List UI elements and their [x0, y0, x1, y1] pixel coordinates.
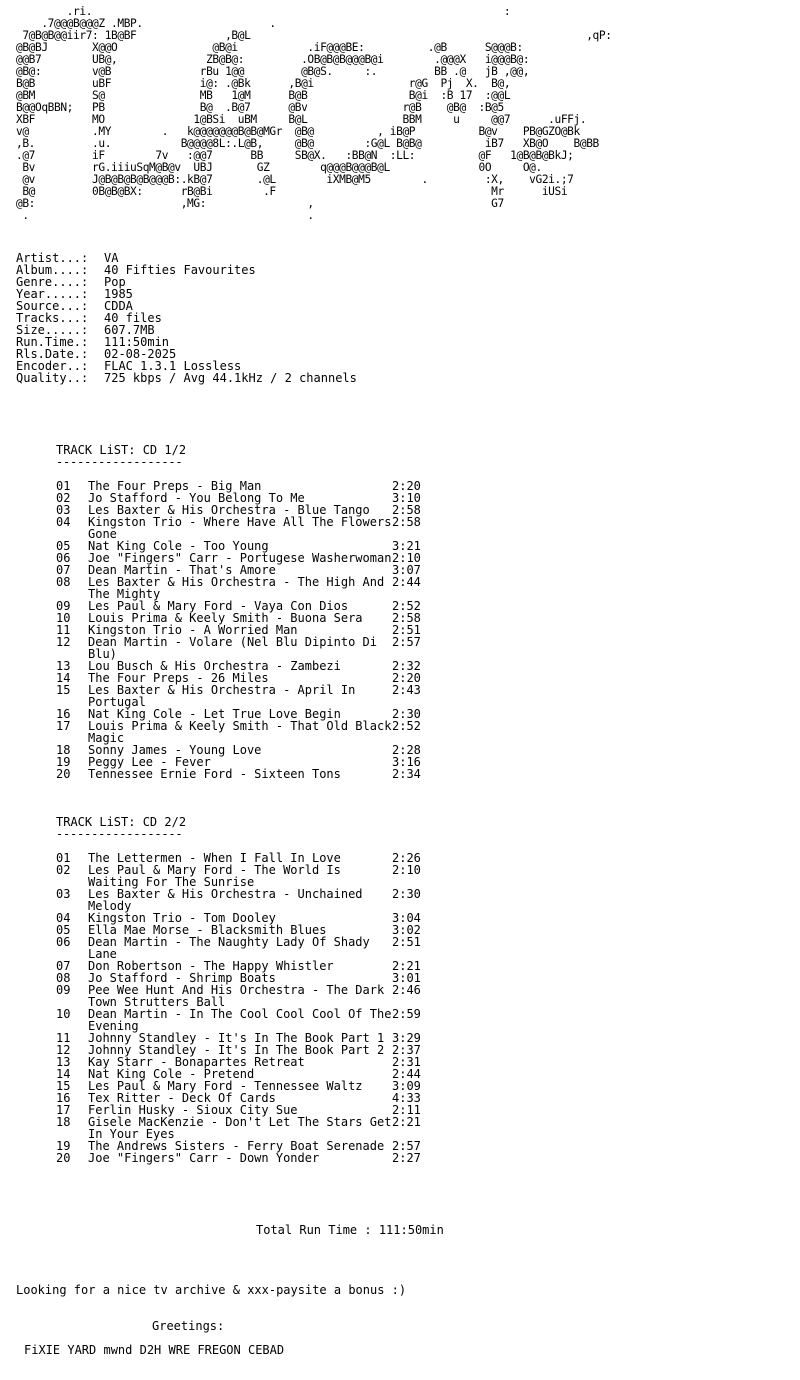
info-label: Quality..:	[16, 371, 89, 385]
track-number: 16	[56, 707, 71, 721]
info-label: Run.Time.:	[16, 335, 89, 349]
track-duration: 3:16	[392, 755, 421, 769]
track-duration: 2:57	[392, 1139, 421, 1153]
track-title: Ferlin Husky - Sioux City Sue	[88, 1103, 298, 1117]
track-number: 11	[56, 623, 71, 637]
track-duration: 2:32	[392, 659, 421, 673]
track-row	[56, 888, 476, 912]
track-title: Tennessee Ernie Ford - Sixteen Tons	[88, 767, 341, 781]
track-title: Gisele MacKenzie - Don't Let The Stars Get In Your Eyes	[88, 1115, 392, 1141]
track-title: The Four Preps - Big Man	[88, 479, 262, 493]
track-rows	[56, 852, 476, 1164]
track-duration: 2:58	[392, 611, 421, 625]
track-number: 15	[56, 683, 71, 697]
info-value: 111:50min	[104, 335, 170, 349]
track-duration: 2:30	[392, 707, 421, 721]
track-number: 12	[56, 635, 71, 649]
track-number: 14	[56, 671, 71, 685]
track-number: 01	[56, 479, 71, 493]
track-number: 09	[56, 983, 71, 997]
divider: ------------------	[56, 455, 183, 469]
track-title: Don Robertson - The Happy Whistler	[88, 959, 334, 973]
info-value: 1985	[104, 287, 133, 301]
track-number: 14	[56, 1067, 71, 1081]
track-duration: 2:44	[392, 1067, 421, 1081]
track-duration: 2:51	[392, 623, 421, 637]
track-number: 17	[56, 1103, 71, 1117]
track-number: 06	[56, 551, 71, 565]
track-duration: 2:28	[392, 743, 421, 757]
track-duration: 4:33	[392, 1091, 421, 1105]
track-title: Nat King Cole - Too Young	[88, 539, 269, 553]
track-title: The Four Preps - 26 Miles	[88, 671, 269, 685]
track-number: 16	[56, 1091, 71, 1105]
track-title: Pee Wee Hunt And His Orchestra - The Dark Town Strutters Ball	[88, 983, 385, 1009]
track-number: 08	[56, 971, 71, 985]
track-duration: 2:57	[392, 635, 421, 649]
track-title: Tex Ritter - Deck Of Cards	[88, 1091, 276, 1105]
info-value: 725 kbps / Avg 44.1kHz / 2 channels	[104, 371, 357, 385]
ascii-art-logo: .ri. : .7@@@B@@@Z .MBP. . 7@B@B@@iir7: 1B@BF ,B@L ,qP: @B@BJ X@@O @B@i .iF@@@BE: .@B S@@@B: @@B7 UB@, ZB@B@: .OB@B@B@@@B@i .@@@X i@@@B@: @B@: v@B rBu 1@@ @B@S. :. BB .@ jB ,@@, B@B uBF i@: .@Bk ,B@i r@G Pj X. B@, @BM S@ MB 1@M B@B B@i :B 17 :@@L B@@OqBBN; PB B@ .B@7 @Bv r@B @B@ :B@5 XBF MO 1@BSi uBM B@L BBM u @@7 .uFFj. v@ .MY . k@@@@@@@B@B@MGr @B@ , iB@P B@v PB@GZO@Bk ,B. .u. B@@@@8L:.L@B, @B@ :G@L B@B@ iB7 XB@O B@BB .@7 iF 7v :@@7 BB SB@X. :BB@N :LL: @F 1@B@B@BkJ; Bv rG.iiiuSqM@B@v UBJ GZ q@@@B@@@B@L 0O O@. @v J@B@B@B@B@@@B:.kB@7 .@L iXMB@M5 . :X, vG2i.;7 B@ 0B@B@BX: rB@Bi .F Mr iUSi @B: ,MG: , G7 . .	[16, 5, 612, 222]
info-label: Album....:	[16, 263, 89, 277]
track-title: Ella Mae Morse - Blacksmith Blues	[88, 923, 327, 937]
track-duration: 2:21	[392, 1115, 421, 1129]
track-number: 19	[56, 1139, 71, 1153]
track-duration: 2:44	[392, 575, 421, 589]
track-title: Lou Busch & His Orchestra - Zambezi	[88, 659, 341, 673]
track-number: 18	[56, 1115, 71, 1129]
track-title: The Andrews Sisters - Ferry Boat Serenade	[88, 1139, 385, 1153]
track-number: 15	[56, 1079, 71, 1093]
info-label: Size.....:	[16, 323, 89, 337]
track-number: 02	[56, 863, 71, 877]
track-title: Les Paul & Mary Ford - Vaya Con Dios	[88, 599, 349, 613]
track-number: 18	[56, 743, 71, 757]
track-duration: 2:30	[392, 887, 421, 901]
track-title: Peggy Lee - Fever	[88, 755, 211, 769]
info-label: Artist...:	[16, 251, 89, 265]
track-row	[56, 576, 476, 600]
track-title: Louis Prima & Keely Smith - That Old Black Magic	[88, 719, 392, 745]
track-duration: 2:27	[392, 1151, 421, 1165]
info-value: 40 Fifties Favourites	[104, 263, 256, 277]
track-title: Joe "Fingers" Carr - Down Yonder	[88, 1151, 320, 1165]
track-number: 03	[56, 503, 71, 517]
track-number: 17	[56, 719, 71, 733]
track-duration: 2:58	[392, 503, 421, 517]
track-duration: 2:20	[392, 671, 421, 685]
track-duration: 2:46	[392, 983, 421, 997]
track-number: 20	[56, 767, 71, 781]
release-info	[16, 252, 357, 384]
track-title: Les Baxter & His Orchestra - Blue Tango	[88, 503, 370, 517]
track-number: 10	[56, 611, 71, 625]
track-duration: 3:07	[392, 563, 421, 577]
track-title: The Lettermen - When I Fall In Love	[88, 851, 341, 865]
track-number: 13	[56, 1055, 71, 1069]
track-row	[56, 1152, 476, 1164]
track-title: Les Baxter & His Orchestra - April In Portugal	[88, 683, 356, 709]
track-number: 05	[56, 923, 71, 937]
track-duration: 2:10	[392, 863, 421, 877]
track-number: 11	[56, 1031, 71, 1045]
track-duration: 3:02	[392, 923, 421, 937]
info-value: 40 files	[104, 311, 162, 325]
track-title: Jo Stafford - You Belong To Me	[88, 491, 305, 505]
track-number: 03	[56, 887, 71, 901]
info-value: 607.7MB	[104, 323, 155, 337]
track-duration: 2:21	[392, 959, 421, 973]
track-row	[56, 864, 476, 888]
track-number: 10	[56, 1007, 71, 1021]
track-row	[56, 768, 476, 780]
track-number: 07	[56, 959, 71, 973]
track-duration: 2:20	[392, 479, 421, 493]
track-title: Kay Starr - Bonapartes Retreat	[88, 1055, 305, 1069]
track-row	[56, 684, 476, 708]
track-duration: 3:01	[392, 971, 421, 985]
track-list-cd2	[56, 816, 476, 1164]
info-row-quality	[16, 372, 357, 384]
info-label: Tracks...:	[16, 311, 89, 325]
track-title: Johnny Standley - It's In The Book Part 2	[88, 1043, 385, 1057]
track-list-title: TRACK LiST: CD 2/2	[56, 815, 187, 829]
info-value: FLAC 1.3.1 Lossless	[104, 359, 242, 373]
track-number: 08	[56, 575, 71, 589]
track-title: Louis Prima & Keely Smith - Buona Sera	[88, 611, 363, 625]
track-title: Kingston Trio - Where Have All The Flowers Gone	[88, 515, 392, 541]
track-duration: 2:43	[392, 683, 421, 697]
track-rows	[56, 480, 476, 780]
track-title: Dean Martin - In The Cool Cool Cool Of The Evening	[88, 1007, 392, 1033]
track-number: 20	[56, 1151, 71, 1165]
track-list-title: TRACK LiST: CD 1/2	[56, 443, 187, 457]
track-number: 06	[56, 935, 71, 949]
track-title: Kingston Trio - Tom Dooley	[88, 911, 276, 925]
looking-for-text: Looking for a nice tv archive & xxx-paysite a bonus :)	[16, 1283, 407, 1297]
info-label: Genre....:	[16, 275, 89, 289]
greetings-text: FiXIE YARD mwnd D2H WRE FREGON CEBAD	[24, 1343, 285, 1357]
track-duration: 3:04	[392, 911, 421, 925]
track-title: Nat King Cole - Pretend	[88, 1067, 255, 1081]
track-number: 09	[56, 599, 71, 613]
track-title: Dean Martin - That's Amore	[88, 563, 276, 577]
info-label: Rls.Date.:	[16, 347, 89, 361]
track-title: Dean Martin - The Naughty Lady Of Shady Lane	[88, 935, 370, 961]
track-duration: 3:21	[392, 539, 421, 553]
track-number: 13	[56, 659, 71, 673]
total-run-time: Total Run Time : 111:50min	[256, 1223, 444, 1237]
track-row	[56, 720, 476, 744]
track-title: Dean Martin - Volare (Nel Blu Dipinto Di Blu)	[88, 635, 377, 661]
track-duration: 3:29	[392, 1031, 421, 1045]
info-label: Encoder..:	[16, 359, 89, 373]
info-value: VA	[104, 251, 119, 265]
track-number: 01	[56, 851, 71, 865]
track-number: 02	[56, 491, 71, 505]
track-duration: 2:58	[392, 515, 421, 529]
track-list-cd1	[56, 444, 476, 780]
info-value: CDDA	[104, 299, 133, 313]
info-label: Source...:	[16, 299, 89, 313]
track-title: Johnny Standley - It's In The Book Part 1	[88, 1031, 385, 1045]
track-duration: 2:59	[392, 1007, 421, 1021]
track-duration: 2:26	[392, 851, 421, 865]
track-title: Nat King Cole - Let True Love Begin	[88, 707, 341, 721]
track-row	[56, 516, 476, 540]
track-row	[56, 936, 476, 960]
track-duration: 2:52	[392, 719, 421, 733]
track-title: Joe "Fingers" Carr - Portugese Washerwoman	[88, 551, 392, 565]
track-title: Jo Stafford - Shrimp Boats	[88, 971, 276, 985]
track-row	[56, 984, 476, 1008]
track-title: Les Paul & Mary Ford - Tennessee Waltz	[88, 1079, 363, 1093]
track-title: Les Baxter & His Orchestra - Unchained Melody	[88, 887, 363, 913]
track-duration: 2:37	[392, 1043, 421, 1057]
track-duration: 2:52	[392, 599, 421, 613]
track-duration: 3:09	[392, 1079, 421, 1093]
divider: ------------------	[56, 827, 183, 841]
track-number: 19	[56, 755, 71, 769]
track-row	[56, 1116, 476, 1140]
track-duration: 2:10	[392, 551, 421, 565]
track-number: 04	[56, 515, 71, 529]
track-number: 04	[56, 911, 71, 925]
track-title: Kingston Trio - A Worried Man	[88, 623, 298, 637]
track-duration: 3:10	[392, 491, 421, 505]
info-value: Pop	[104, 275, 126, 289]
track-title: Les Baxter & His Orchestra - The High And The Mighty	[88, 575, 385, 601]
track-duration: 2:11	[392, 1103, 421, 1117]
greetings-heading: Greetings:	[152, 1319, 225, 1333]
track-duration: 2:34	[392, 767, 421, 781]
track-duration: 2:51	[392, 935, 421, 949]
track-title: Les Paul & Mary Ford - The World Is Waiting For The Sunrise	[88, 863, 341, 889]
track-number: 12	[56, 1043, 71, 1057]
track-row	[56, 1008, 476, 1032]
info-value: 02-08-2025	[104, 347, 177, 361]
track-duration: 2:31	[392, 1055, 421, 1069]
track-row	[56, 636, 476, 660]
info-label: Year.....:	[16, 287, 89, 301]
track-title: Sonny James - Young Love	[88, 743, 262, 757]
track-number: 05	[56, 539, 71, 553]
track-number: 07	[56, 563, 71, 577]
